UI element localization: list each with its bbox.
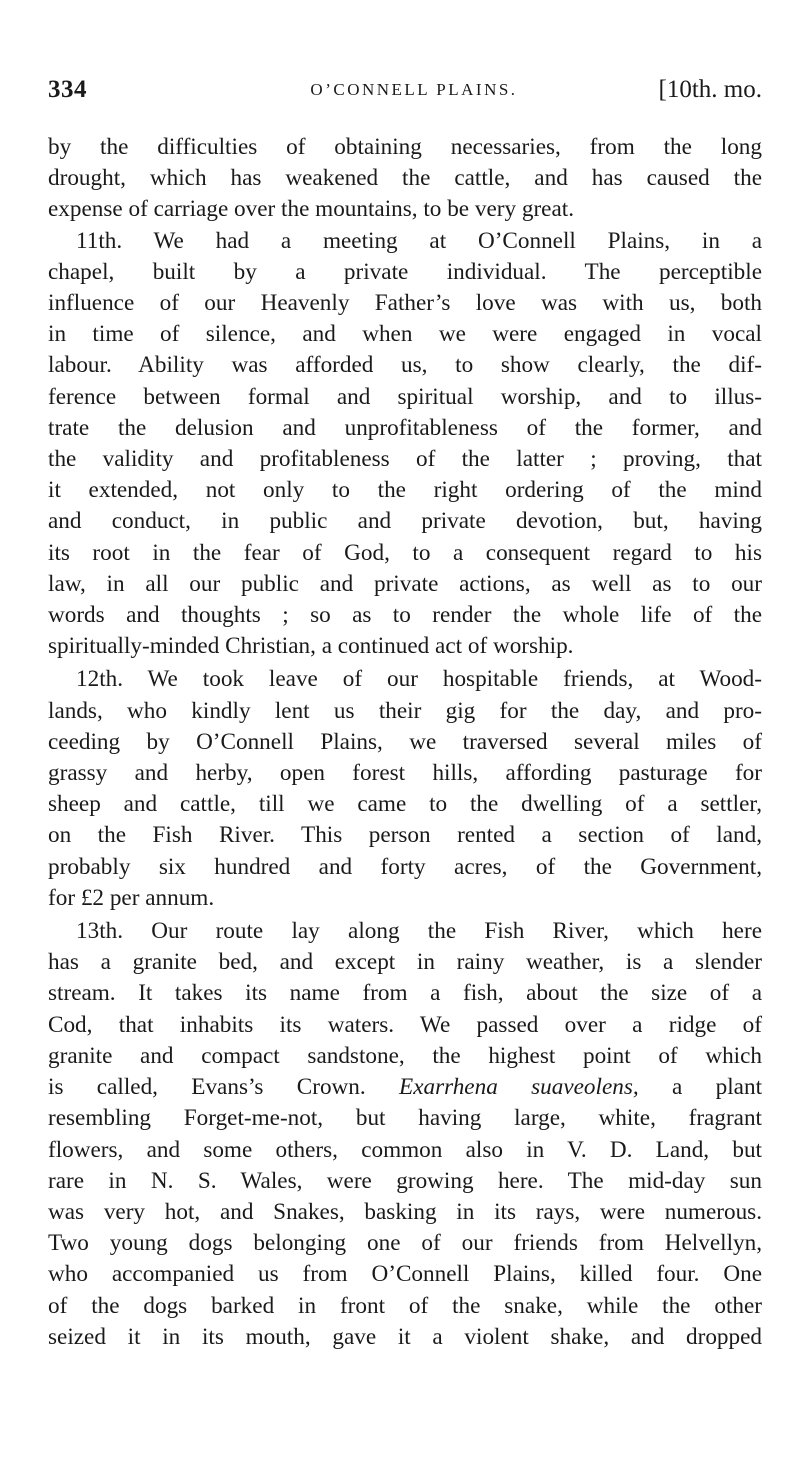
paragraph-13th [48,916,762,1353]
text-line: by the difficulties of obtaining necessaries, from the long [48,134,762,160]
text-line: labour. Ability was afforded us, to show clearly, the dif- [48,352,762,379]
text-line: flowers, and some others, common also in V. D. Land, but [48,1136,762,1163]
text-segment: a plant [672,1074,763,1101]
text-line: chapel, built by a private individual. The perceptible [48,258,762,285]
botanical-name: Exarrhena suaveolens, [399,1074,639,1101]
paragraph-continuation [48,132,762,226]
text-line: law, in all our public and private actions, as well as to our [48,570,762,597]
text-line: 12th. We took leave of our hospitable friends, at Wood- [76,666,762,693]
text-line: spiritually-minded Christian, a continued act of worship. [48,633,574,660]
text-line-with-botanical-name [48,1072,762,1103]
text-line: in time of silence, and when we were engaged in vocal [48,321,762,348]
text-line: Two young dogs belonging one of our friends from Helvellyn, [48,1230,762,1257]
text-line: trate the delusion and unprofitableness of the former, and [48,414,762,441]
text-line: ference between formal and spiritual worship, and to illus- [48,383,762,410]
page-number: 334 [48,76,87,103]
text-line: grassy and herby, open forest hills, affording pasturage for [48,760,762,787]
text-line: was very hot, and Snakes, basking in its rays, were numerous. [48,1198,762,1225]
text-line: granite and compact sandstone, the highest point of which [48,1042,762,1069]
text-line: sheep and cattle, till we came to the dwelling of a settler, [48,791,762,818]
text-line: 13th. Our route lay along the Fish River, which here [76,918,762,945]
text-segment: is called, Evans’s Crown. [48,1074,366,1101]
text-line: the validity and profitableness of the latter ; proving, that [48,446,762,473]
text-line: on the Fish River. This person rented a section of land, [48,822,762,849]
text-line: probably six hundred and forty acres, of the Government, [48,853,762,880]
text-line: stream. It takes its name from a fish, about the size of a [48,980,762,1007]
text-line: has a granite bed, and except in rainy weather, is a slender [48,949,762,976]
text-line: of the dogs barked in front of the snake, while the other [48,1292,762,1319]
book-page [48,76,762,1353]
paragraph-11th [48,226,762,663]
text-line: it extended, not only to the right ordering of the mind [48,477,762,504]
text-line: lands, who kindly lent us their gig for the day, and pro- [48,697,762,724]
paragraph-12th [48,664,762,914]
body-text [48,132,762,1353]
text-line: for £2 per annum. [48,884,215,911]
text-line: who accompanied us from O’Connell Plains, killed four. One [48,1261,762,1288]
text-line: seized it in its mouth, gave it a violent shake, and dropped [48,1323,762,1350]
text-line: ceeding by O’Connell Plains, we traversed several miles of [48,728,762,755]
text-line: and conduct, in public and private devotion, but, having [48,508,762,535]
text-line: expense of carriage over the mountains, to be very great. [48,196,575,223]
date-marker: [10th. mo. [658,76,762,103]
running-head [48,76,762,116]
text-line: drought, which has weakened the cattle, and has caused the [48,165,762,192]
text-line: influence of our Heavenly Father’s love was with us, both [48,290,762,317]
text-line: rare in N. S. Wales, were growing here. The mid-day sun [48,1167,762,1194]
text-line: words and thoughts ; so as to render the whole life of the [48,602,762,629]
running-title: O’CONNELL PLAINS. [310,80,518,99]
text-line: 11th. We had a meeting at O’Connell Plains, in a [76,227,762,254]
text-line: Cod, that inhabits its waters. We passed over a ridge of [48,1011,762,1038]
text-line: resembling Forget-me-not, but having large, white, fragrant [48,1105,762,1132]
text-line: its root in the fear of God, to a consequent regard to his [48,539,762,566]
